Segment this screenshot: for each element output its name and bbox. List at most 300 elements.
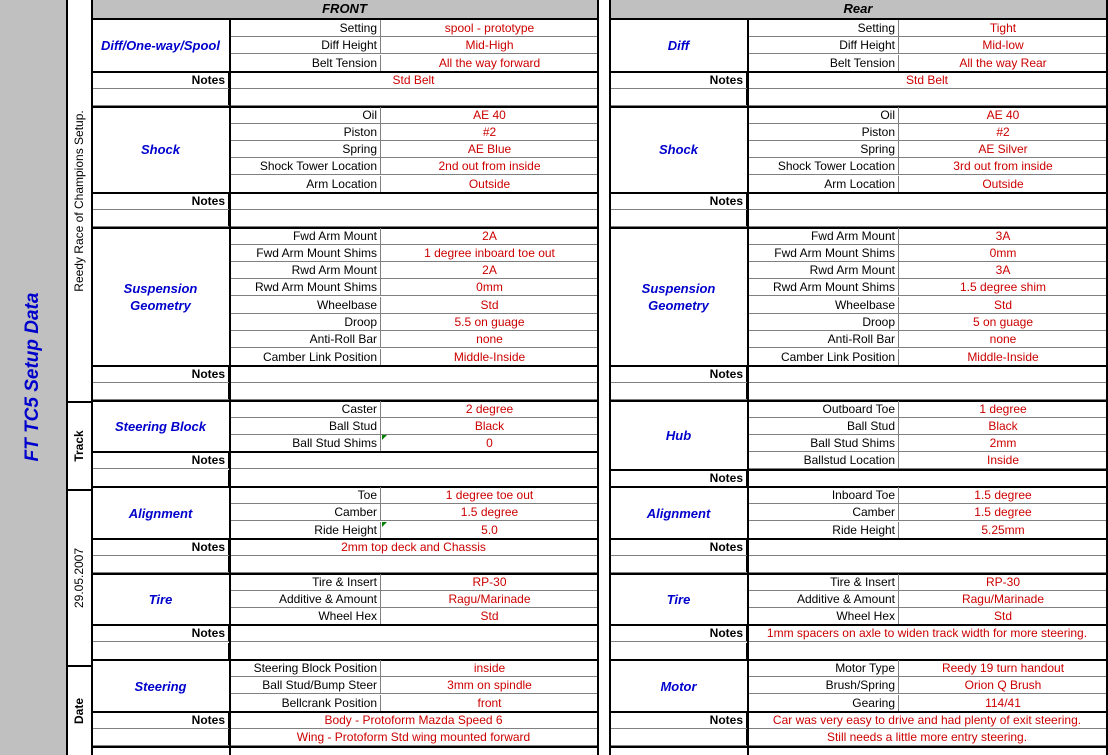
notes-value[interactable]: [230, 383, 597, 399]
notes-label: [92, 470, 229, 486]
setting-row: [748, 452, 1106, 469]
setting-label: Steering Block Position: [230, 660, 381, 676]
setting-value[interactable]: Middle-Inside: [453, 349, 526, 364]
setting-label: Spring: [748, 141, 899, 157]
setting-value[interactable]: Orion Q Brush: [964, 678, 1042, 693]
setting-value[interactable]: All the way Rear: [959, 55, 1047, 70]
section-name-text: Tire: [148, 592, 173, 608]
notes-row: [92, 470, 597, 487]
setting-row: [748, 331, 1106, 348]
setting-label: Diff Height: [230, 37, 381, 53]
setting-value[interactable]: 5 on guage: [972, 315, 1034, 330]
panel-right-border: [597, 0, 599, 755]
setting-row: [748, 107, 1106, 124]
notes-label: Notes: [92, 539, 229, 555]
notes-separator: [92, 192, 597, 194]
setting-label: Caster: [230, 401, 381, 417]
notes-row: [92, 539, 597, 556]
notes-separator: [610, 365, 1106, 367]
setting-label: Ball Stud Shims: [230, 435, 381, 451]
notes-value[interactable]: [230, 452, 597, 468]
notes-label: [92, 89, 229, 105]
notes-separator: [92, 711, 597, 713]
notes-label: [610, 729, 747, 745]
setting-label: Wheel Hex: [230, 608, 381, 624]
notes-separator: [610, 192, 1106, 194]
notes-row: [610, 193, 1106, 210]
setting-value[interactable]: 2A: [482, 228, 497, 243]
setting-row: [230, 608, 597, 625]
setting-row: [230, 124, 597, 141]
side-label-text: Date: [72, 697, 86, 724]
setting-value[interactable]: 0: [486, 436, 493, 451]
section-separator: [92, 746, 597, 748]
name-column-border: [747, 20, 749, 755]
notes-value[interactable]: [230, 89, 597, 105]
setting-label: Toe: [230, 487, 381, 503]
notes-row: [610, 539, 1106, 556]
setting-label: Rwd Arm Mount: [748, 262, 899, 278]
side-divider: [67, 401, 92, 403]
setting-row: [748, 141, 1106, 158]
setting-row: [230, 20, 597, 37]
notes-row: [92, 193, 597, 210]
setting-label: Oil: [748, 107, 899, 123]
setting-row: [230, 418, 597, 435]
setting-label: Ballstud Location: [748, 452, 899, 468]
notes-label: Notes: [610, 193, 747, 209]
notes-label: Notes: [92, 625, 229, 641]
setting-label: Brush/Spring: [748, 677, 899, 693]
section-name: [92, 660, 230, 712]
setting-label: Droop: [748, 314, 899, 330]
notes-label: [92, 210, 229, 226]
setting-label: Ride Height: [748, 522, 899, 538]
panel-header: FRONT: [92, 0, 597, 20]
setting-label: Fwd Arm Mount: [230, 228, 381, 244]
setting-row: [230, 401, 597, 418]
section-name-text: Hub: [665, 427, 692, 443]
notes-value[interactable]: [748, 383, 1106, 399]
setting-label: Ball Stud: [748, 418, 899, 434]
setting-label: Piston: [230, 124, 381, 140]
notes-value[interactable]: [230, 210, 597, 226]
setting-value[interactable]: 1.5 degree: [460, 505, 519, 520]
section-name-text: Suspension Geometry: [123, 280, 198, 313]
setting-row: [230, 435, 597, 452]
notes-label: [610, 383, 747, 399]
setting-row: [748, 279, 1106, 296]
section-name-text: Diff: [667, 38, 690, 54]
setting-label: Diff Height: [748, 37, 899, 53]
setting-value[interactable]: Mid-low: [982, 38, 1024, 53]
panel-left-border: [609, 0, 611, 755]
setting-row: [748, 55, 1106, 72]
setting-label: Wheelbase: [230, 297, 381, 313]
setting-label: Motor Type: [748, 660, 899, 676]
setting-label: Fwd Arm Mount Shims: [748, 245, 899, 261]
setting-row: [230, 228, 597, 245]
notes-separator: [610, 469, 1106, 471]
setting-row: [748, 349, 1106, 366]
setting-value[interactable]: Ragu/Marinade: [448, 591, 531, 606]
notes-label: Notes: [610, 712, 747, 728]
setting-row: [748, 228, 1106, 245]
setting-value[interactable]: Outside: [468, 176, 511, 191]
setting-value[interactable]: Middle-Inside: [967, 349, 1039, 364]
setting-value[interactable]: Inside: [986, 453, 1020, 468]
notes-value[interactable]: 2mm top deck and Chassis: [341, 539, 486, 554]
panel-header: Rear: [610, 0, 1106, 20]
setting-row: [230, 331, 597, 348]
setting-value[interactable]: AE 40: [986, 107, 1020, 122]
notes-row: [610, 210, 1106, 227]
setting-value[interactable]: 2mm: [989, 436, 1017, 451]
setting-value[interactable]: spool - prototype: [444, 21, 535, 35]
setting-label: Camber: [748, 504, 899, 520]
notes-value[interactable]: Body - Protoform Mazda Speed 6: [324, 712, 503, 727]
notes-value[interactable]: [230, 193, 597, 209]
setting-value[interactable]: 1.5 degree: [974, 488, 1032, 503]
setting-label: Oil: [230, 107, 381, 123]
setting-label: Shock Tower Location: [748, 158, 899, 174]
setting-value[interactable]: #2: [996, 124, 1010, 139]
notes-label: [92, 643, 229, 659]
notes-row: [610, 72, 1106, 89]
notes-row: [92, 625, 597, 642]
side-label: [67, 666, 91, 755]
notes-row: [92, 89, 597, 106]
notes-row: [92, 366, 597, 383]
setting-value[interactable]: 2A: [482, 263, 497, 278]
setting-row: [748, 418, 1106, 435]
setting-value[interactable]: 5.0: [481, 522, 498, 537]
setting-value[interactable]: none: [476, 332, 503, 347]
setting-value[interactable]: 1.5 degree shim: [959, 280, 1047, 295]
notes-value[interactable]: [748, 193, 1106, 209]
setting-row: [748, 176, 1106, 193]
setting-label: Spring: [230, 141, 381, 157]
setting-label: Fwd Arm Mount Shims: [230, 245, 381, 261]
notes-row: [610, 89, 1106, 106]
setting-value[interactable]: inside: [473, 661, 506, 676]
notes-row: [610, 383, 1106, 400]
setting-row: [748, 262, 1106, 279]
setting-value[interactable]: 2nd out from inside: [438, 159, 541, 174]
notes-value[interactable]: [230, 625, 597, 641]
setting-value[interactable]: Mid-High: [465, 38, 514, 53]
section-name-text: Diff/One-way/Spool: [101, 38, 220, 54]
setting-value[interactable]: 114/41: [985, 695, 1021, 710]
setting-value[interactable]: front: [477, 695, 502, 710]
setting-row: [748, 37, 1106, 54]
setting-label: Arm Location: [748, 176, 899, 192]
notes-label: [92, 729, 229, 745]
notes-label: [92, 556, 229, 572]
notes-label: Notes: [610, 539, 747, 555]
notes-value[interactable]: [230, 470, 597, 486]
section-name-text: Tire: [666, 592, 691, 608]
section-name-text: Shock: [140, 142, 180, 158]
notes-separator: [92, 365, 597, 367]
notes-row: [92, 452, 597, 469]
notes-row: [92, 556, 597, 573]
section-name-text: Alignment: [128, 505, 193, 521]
setting-label: Setting: [230, 20, 381, 36]
section-name: [92, 401, 230, 453]
section-name-text: Suspension Geometry: [641, 280, 716, 313]
notes-value[interactable]: Std Belt: [905, 72, 949, 87]
notes-value[interactable]: Std Belt: [392, 72, 435, 87]
setting-row: [230, 522, 597, 539]
notes-value[interactable]: [748, 556, 1106, 572]
setting-value[interactable]: 3A: [995, 263, 1011, 278]
setting-row: [748, 660, 1106, 677]
side-label-text: Track: [72, 430, 86, 462]
section-name-text: Steering: [134, 678, 187, 694]
notes-row: [610, 556, 1106, 573]
notes-label: Notes: [92, 193, 229, 209]
notes-label: [92, 383, 229, 399]
setting-label: Additive & Amount: [230, 591, 381, 607]
setting-row: [748, 401, 1106, 418]
setting-label: Ball Stud: [230, 418, 381, 434]
setting-label: Fwd Arm Mount: [748, 228, 899, 244]
notes-value[interactable]: [748, 366, 1106, 382]
setting-value[interactable]: Ragu/Marinade: [961, 591, 1045, 606]
section-name-text: Alignment: [646, 505, 711, 521]
notes-label: Notes: [610, 625, 747, 641]
section-name: [610, 660, 748, 712]
setting-value[interactable]: Tight: [989, 21, 1017, 35]
section-name: [92, 574, 230, 626]
side-divider: [67, 489, 92, 491]
setting-value[interactable]: Std: [480, 297, 499, 312]
setting-value[interactable]: Black: [988, 418, 1018, 433]
setting-value[interactable]: AE 40: [473, 107, 506, 122]
name-column-border: [229, 20, 231, 755]
setting-value[interactable]: 1.5 degree: [974, 505, 1032, 520]
side-label: [67, 0, 91, 402]
setting-label: Rwd Arm Mount Shims: [748, 279, 899, 295]
setting-value[interactable]: 0mm: [476, 280, 503, 295]
setting-row: [230, 158, 597, 175]
notes-separator: [92, 538, 597, 540]
setting-label: Rwd Arm Mount: [230, 262, 381, 278]
setting-label: Belt Tension: [230, 55, 381, 71]
setting-row: [748, 314, 1106, 331]
comment-indicator: [382, 435, 387, 440]
side-border-left: [66, 0, 68, 755]
notes-separator: [610, 624, 1106, 626]
section-name: [610, 228, 748, 366]
setting-label: Piston: [748, 124, 899, 140]
setting-value[interactable]: AE Silver: [978, 142, 1028, 157]
side-divider: [67, 665, 92, 667]
setting-value[interactable]: RP-30: [472, 574, 507, 589]
setting-row: [230, 314, 597, 331]
setting-row: [748, 297, 1106, 314]
notes-separator: [92, 624, 597, 626]
notes-value[interactable]: [230, 556, 597, 572]
setting-value[interactable]: 3mm on spindle: [447, 678, 532, 693]
setting-value[interactable]: Reedy 19 turn handout: [941, 661, 1065, 676]
setting-row: [230, 279, 597, 296]
setting-value[interactable]: Black: [474, 418, 505, 433]
setting-row: [748, 574, 1106, 591]
notes-value[interactable]: Still needs a little more entry steering.: [826, 730, 1028, 745]
setting-row: [230, 141, 597, 158]
setting-value[interactable]: RP-30: [985, 574, 1020, 589]
setting-label: Wheel Hex: [748, 608, 899, 624]
notes-label: [610, 643, 747, 659]
setting-label: Inboard Toe: [748, 487, 899, 503]
section-name: [610, 574, 748, 626]
setting-value[interactable]: 1 degree inboard toe out: [424, 245, 555, 260]
setting-row: [748, 504, 1106, 521]
setting-value[interactable]: 3rd out from inside: [953, 159, 1053, 174]
setting-value[interactable]: Std: [993, 609, 1012, 624]
setting-row: [748, 20, 1106, 37]
notes-value[interactable]: [748, 539, 1106, 555]
notes-value[interactable]: [748, 643, 1106, 659]
setting-label: Anti-Roll Bar: [230, 331, 381, 347]
section-name-text: Steering Block: [114, 419, 207, 435]
title-strip: [0, 0, 66, 755]
setting-row: [748, 158, 1106, 175]
setting-row: [230, 349, 597, 366]
notes-value[interactable]: [230, 366, 597, 382]
notes-row: [610, 643, 1106, 660]
setting-row: [748, 591, 1106, 608]
notes-label: Notes: [92, 452, 229, 468]
notes-label: [610, 89, 747, 105]
notes-value[interactable]: [748, 210, 1106, 226]
setting-label: Camber Link Position: [748, 349, 899, 365]
notes-separator: [610, 711, 1106, 713]
setting-row: [230, 660, 597, 677]
notes-separator: [610, 71, 1106, 73]
setting-value[interactable]: AE Blue: [467, 142, 512, 157]
side-label: [67, 402, 91, 490]
side-label-text: Reedy Race of Champions Setup.: [72, 110, 86, 292]
notes-row: [610, 729, 1106, 746]
notes-label: Notes: [610, 72, 747, 88]
setting-row: [230, 504, 597, 521]
setting-label: Arm Location: [230, 176, 381, 192]
setting-value[interactable]: All the way forward: [438, 55, 541, 70]
notes-value[interactable]: Car was very easy to drive and had plenty of exit steering.: [772, 712, 1082, 727]
setting-row: [230, 677, 597, 694]
section-name-text: Motor: [660, 678, 697, 694]
section-name: [610, 401, 748, 470]
setting-row: [230, 695, 597, 712]
setting-value[interactable]: Std: [480, 609, 499, 624]
notes-separator: [610, 538, 1106, 540]
sheet-title: FT TC5 Setup Data: [22, 292, 43, 462]
setting-row: [748, 677, 1106, 694]
setting-label: Setting: [748, 20, 899, 36]
setting-row: [748, 695, 1106, 712]
setting-value[interactable]: 5.5 on guage: [454, 315, 525, 330]
notes-row: [610, 470, 1106, 487]
setting-row: [230, 262, 597, 279]
setting-label: Bellcrank Position: [230, 695, 381, 711]
setting-row: [748, 124, 1106, 141]
setting-row: [230, 245, 597, 262]
setting-row: [230, 176, 597, 193]
section-name: [610, 487, 748, 539]
notes-label: Notes: [92, 72, 229, 88]
section-name: [92, 487, 230, 539]
setting-value[interactable]: none: [989, 332, 1017, 347]
setting-label: Shock Tower Location: [230, 158, 381, 174]
section-name: [92, 20, 230, 72]
setting-label: Droop: [230, 314, 381, 330]
notes-label: Notes: [92, 366, 229, 382]
notes-row: [610, 712, 1106, 729]
setting-row: [230, 591, 597, 608]
setting-label: Tire & Insert: [748, 574, 899, 590]
notes-label: Notes: [610, 366, 747, 382]
setting-value[interactable]: Outside: [982, 176, 1024, 191]
section-name: [610, 107, 748, 194]
setting-row: [748, 487, 1106, 504]
section-name: [610, 20, 748, 72]
notes-row: [92, 383, 597, 400]
notes-value[interactable]: [748, 470, 1106, 486]
notes-value[interactable]: [748, 89, 1106, 105]
notes-row: [610, 625, 1106, 642]
notes-label: Notes: [92, 712, 229, 728]
setting-value[interactable]: 0mm: [989, 245, 1017, 260]
setting-row: [748, 522, 1106, 539]
section-name: [92, 107, 230, 194]
setting-value[interactable]: 1 degree: [979, 401, 1027, 416]
setting-label: Outboard Toe: [748, 401, 899, 417]
notes-value[interactable]: Wing - Protoform Std wing mounted forward: [296, 730, 531, 745]
notes-separator: [92, 71, 597, 73]
notes-label: Notes: [610, 470, 747, 486]
setting-label: Rwd Arm Mount Shims: [230, 279, 381, 295]
setting-label: Camber: [230, 504, 381, 520]
notes-label: [610, 556, 747, 572]
setting-label: Camber Link Position: [230, 349, 381, 365]
side-label: [67, 490, 91, 666]
setting-value[interactable]: 5.25mm: [981, 522, 1025, 537]
setting-value[interactable]: 3A: [995, 228, 1011, 243]
side-label-text: 29.05.2007: [72, 547, 86, 609]
setting-value[interactable]: Std: [993, 297, 1012, 312]
setting-value[interactable]: 2 degree: [465, 401, 514, 416]
comment-indicator: [382, 522, 387, 527]
notes-value[interactable]: [230, 643, 597, 659]
setting-row: [748, 435, 1106, 452]
setting-label: Ball Stud Shims: [748, 435, 899, 451]
setting-label: Ball Stud/Bump Steer: [230, 677, 381, 693]
setting-row: [230, 297, 597, 314]
setting-row: [748, 608, 1106, 625]
notes-row: [610, 366, 1106, 383]
setting-value[interactable]: #2: [482, 124, 497, 139]
setting-value[interactable]: 1 degree toe out: [445, 488, 534, 503]
setting-label: Gearing: [748, 695, 899, 711]
setting-row: [230, 55, 597, 72]
setting-label: Ride Height: [230, 522, 381, 538]
setting-row: [748, 245, 1106, 262]
notes-value[interactable]: 1mm spacers on axle to widen track width for more steering.: [766, 626, 1088, 641]
notes-row: [92, 729, 597, 746]
